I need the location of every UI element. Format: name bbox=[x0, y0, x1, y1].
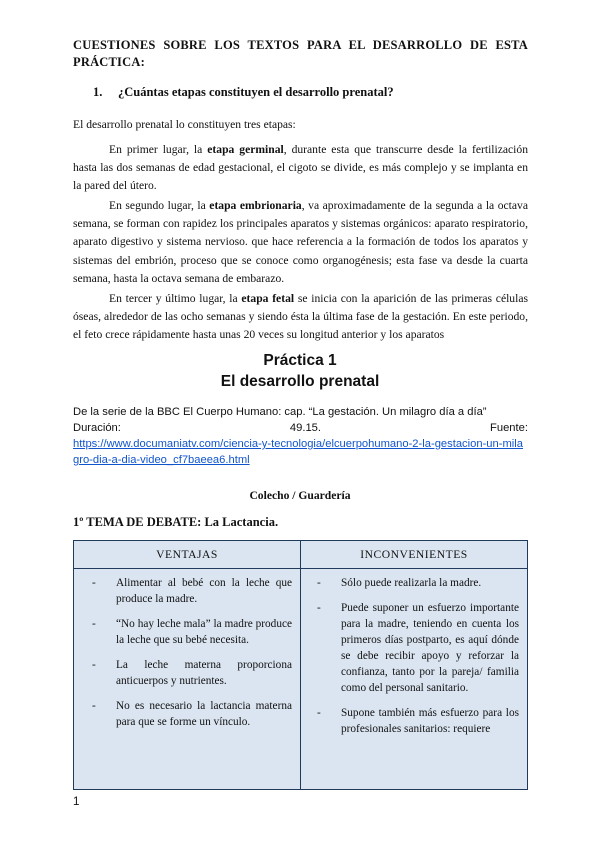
ventaja-item: - No es necesario la lactancia materna para que se forme un vínculo. bbox=[86, 698, 292, 730]
term-etapa-fetal: etapa fetal bbox=[241, 292, 295, 305]
page-number: 1 bbox=[73, 795, 80, 808]
ventaja-item: - “No hay leche mala” la madre produce la leche que su bebé necesita. bbox=[86, 616, 292, 648]
p3-pre: En tercer y último lugar, la bbox=[109, 292, 242, 305]
source-block bbox=[73, 404, 528, 468]
serie-line: De la serie de la BBC El Cuerpo Humano: cap. “La gestación. Un milagro día a día” bbox=[73, 406, 487, 418]
question-1 bbox=[93, 84, 394, 100]
source-label: Fuente: bbox=[490, 422, 528, 434]
inconveniente-item: - Sólo puede realizarla la madre. bbox=[311, 575, 519, 591]
term-etapa-germinal: etapa germinal bbox=[207, 143, 284, 156]
p1-post: , durante esta que transcurre desde la fertilización hasta las dos semanas de edad gestacional, el cigoto se divide, es más complejo y se implanta en la pared del útero. bbox=[73, 143, 528, 193]
header-inconvenientes: INCONVENIENTES bbox=[301, 541, 528, 569]
paragraph-fetal bbox=[73, 290, 528, 345]
p1-pre: En primer lugar, la bbox=[109, 143, 208, 156]
video-link[interactable]: https://www.documaniatv.com/ciencia-y-tecnologia/elcuerpohumano-2-la-gestacion-un-milagro-dia-a-dia-video_cf7baeea6.html bbox=[73, 438, 523, 466]
ventaja-item: - Alimentar al bebé con la leche que produce la madre. bbox=[86, 575, 292, 607]
colecho-heading: Colecho / Guardería bbox=[249, 489, 351, 502]
paragraph-embrionaria bbox=[73, 197, 528, 288]
debate-topic: 1º TEMA DE DEBATE: La Lactancia. bbox=[73, 515, 279, 529]
pros-cons-table bbox=[73, 540, 528, 790]
paragraph-germinal bbox=[73, 141, 528, 196]
header-ventajas: VENTAJAS bbox=[74, 541, 301, 569]
term-etapa-embrionaria: etapa embrionaria bbox=[209, 199, 302, 212]
practica-title: Práctica 1 bbox=[263, 352, 337, 369]
inconvenientes-list bbox=[311, 575, 519, 737]
p2-post: , va aproximadamente de la segunda a la octava semana, se forman con rapidez los principales aparatos y sistemas orgánicos: aparato respiratorio, aparato digestivo y sistema nervioso. que hace referencia a la formación de todos los aparatos y sistemas del embrión, proceso que se conoce como organogénesis; esta fase va desde la cuarta semana, hasta la octava semana de embarazo. bbox=[73, 199, 528, 285]
question-number: 1. bbox=[93, 85, 103, 99]
question-text: ¿Cuántas etapas constituyen el desarrollo prenatal? bbox=[118, 85, 394, 99]
duration-label: Duración: bbox=[73, 422, 121, 434]
p3-post: se inicia con la aparición de las primeras células óseas, alrededor de las ocho semanas y siendo ésta la última fase de la gestación. En este periodo, el feto crece rápidamente hasta unas 20 veces su longitud anterior y los aparatos bbox=[73, 292, 528, 342]
ventajas-list bbox=[86, 575, 292, 730]
duration-row bbox=[73, 420, 528, 436]
inconvenientes-cell bbox=[301, 569, 528, 790]
inconveniente-item: - Puede suponer un esfuerzo importante para la madre, teniendo en cuenta los primeros días postparto, es aquí dónde se debe recibir apoyo y reforzar la confianza, tanto por la pareja/ familia como del personal sanitario. bbox=[311, 600, 519, 696]
section-heading: CUESTIONES SOBRE LOS TEXTOS PARA EL DESARROLLO DE ESTA PRÁCTICA: bbox=[73, 38, 528, 69]
duration-value: 49.15. bbox=[289, 422, 322, 434]
intro-paragraph: El desarrollo prenatal lo constituyen tres etapas: bbox=[73, 118, 296, 131]
ventajas-cell bbox=[74, 569, 301, 790]
ventaja-item: - La leche materna proporciona anticuerpos y nutrientes. bbox=[86, 657, 292, 689]
practica-subtitle: El desarrollo prenatal bbox=[220, 373, 380, 390]
inconveniente-item: - Supone también más esfuerzo para los profesionales sanitarios: requiere bbox=[311, 705, 519, 737]
p2-pre: En segundo lugar, la bbox=[109, 199, 210, 212]
